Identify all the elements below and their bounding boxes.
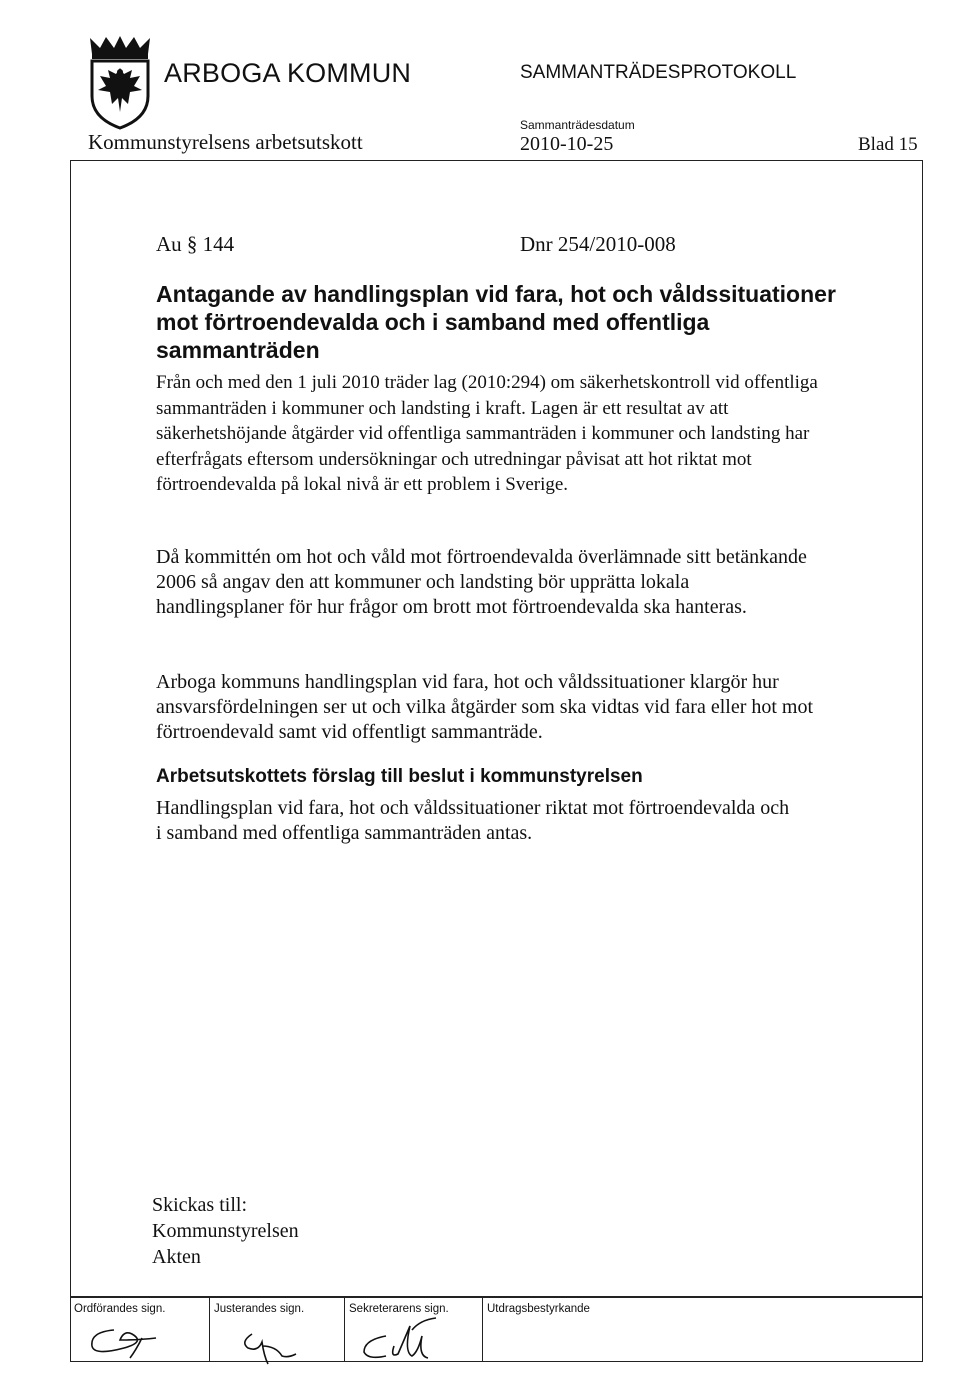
meeting-date: 2010-10-25 (520, 133, 614, 155)
distribution-list (152, 1192, 299, 1270)
document-type: SAMMANTRÄDESPROTOKOLL (520, 62, 797, 83)
distribution-recipient: Akten (152, 1246, 201, 1268)
committee-name: Kommunstyrelsens arbetsutskott (88, 130, 363, 154)
chair-sign-label: Ordförandes sign. (74, 1303, 166, 1315)
registration-number: Dnr 254/2010-008 (520, 232, 676, 256)
distribution-recipient: Kommunstyrelsen (152, 1220, 299, 1242)
sheet-number: Blad 15 (858, 134, 918, 155)
adjuster-signature (232, 1316, 312, 1366)
municipality-name: ARBOGA KOMMUN (164, 58, 412, 88)
secretary-sign-label: Sekreterarens sign. (349, 1303, 449, 1315)
signature-divider (344, 1296, 345, 1362)
municipal-coat-of-arms (86, 34, 154, 130)
case-number: Au § 144 (156, 232, 235, 256)
meeting-date-label: Sammanträdesdatum (520, 118, 635, 132)
body-paragraph: Från och med den 1 juli 2010 träder lag (2010:294) om säkerhetskontroll vid offentliga sammanträden i kommuner och landsting i kraft. Lagen är ett resultat av att säkerhetshöjande åtgärder vid offentliga sammanträden i kommuner och landsting har efterfrågats eftersom undersökningar och utredningar påvisat att hot riktat mot förtroendevalda på lokal nivå är ett problem i Sverige. (156, 372, 818, 495)
chair-signature (84, 1316, 174, 1362)
adjuster-sign-label: Justerandes sign. (214, 1303, 305, 1315)
frame-bottom-border (70, 1361, 923, 1362)
signature-row-border (70, 1296, 923, 1298)
body-paragraph: Då kommittén om hot och våld mot förtroendevalda överlämnade sitt betänkande 2006 så angav den att kommuner och landsting bör upprätta lokala handlingsplaner för hur frågor om brott mot förtroendevalda ska hanteras. (156, 546, 807, 618)
case-title: Antagande av handlingsplan vid fara, hot och våldssituationer mot förtroendevalda och i samband med offentliga sammanträden (156, 281, 836, 363)
secretary-signature (350, 1316, 440, 1366)
signature-divider (482, 1296, 483, 1362)
frame-left-border (70, 160, 71, 1362)
certification-label: Utdragsbestyrkande (487, 1303, 590, 1315)
proposal-heading: Arbetsutskottets förslag till beslut i kommunstyrelsen (156, 766, 643, 787)
frame-right-border (922, 160, 923, 1362)
body-paragraph: Arboga kommuns handlingsplan vid fara, hot och våldssituationer klargör hur ansvarsfördelningen ser ut och vilka åtgärder som ska vidtas vid fara eller hot mot förtroendevald samt vid offentligt sammanträde. (156, 671, 814, 743)
frame-top-border (70, 160, 923, 161)
proposal-text: Handlingsplan vid fara, hot och våldssituationer riktat mot förtroendevalda och i samband med offentliga sammanträden antas. (156, 797, 790, 844)
signature-divider (209, 1296, 210, 1362)
distribution-label: Skickas till: (152, 1194, 247, 1216)
